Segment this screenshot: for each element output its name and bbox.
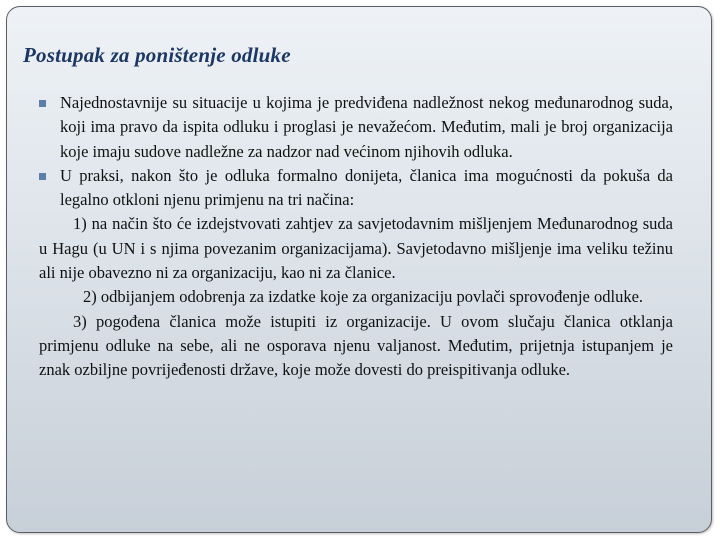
bullet-item <box>39 91 673 164</box>
slide-title: Postupak za poništenje odluke <box>23 43 291 67</box>
slide-panel <box>6 6 712 533</box>
square-bullet-icon <box>39 100 46 107</box>
bullet-item <box>39 164 673 213</box>
body-paragraph: 2) odbijanjem odobrenja za izdatke koje za organizaciju povlači sprovođenje odluke. <box>83 287 644 307</box>
body-paragraph: 3) pogođena članica može istupiti iz organizacije. U ovom slučaju članica otklanja primjenu odluke na sebe, ali ne osporava njenu valjanost. Međutim, prijetnja istupanjem je znak ozbiljne povrijeđenosti države, koje može dovesti do preispitivanja odluke. <box>39 311 673 380</box>
square-bullet-icon <box>39 173 46 180</box>
bullet-text: Najednostavnije su situacije u kojima je predviđena nadležnost nekog međunarodnog suda, koji ima pravo da ispita odluku i proglasi je nevažećom. Međutim, mali je broj organizacija koje imaju sudove nadležne za nadzor nad većinom njihovih odluka. <box>60 93 673 161</box>
body-paragraph: 1) na način što će izdejstvovati zahtjev za savjetodavnim mišljenjem Međunarodnog suda u Hagu (u UN i s njima povezanim organizacijama). Savjetodavno mišljenje ima veliku težinu ali nije obavezno ni za organizaciju, kao ni za članice. <box>39 214 673 283</box>
slide-body <box>39 91 673 383</box>
bullet-text: U praksi, nakon što je odluka formalno donijeta, članica ima mogućnosti da pokuša da legalno otkloni njenu primjenu na tri načina: <box>60 165 673 210</box>
